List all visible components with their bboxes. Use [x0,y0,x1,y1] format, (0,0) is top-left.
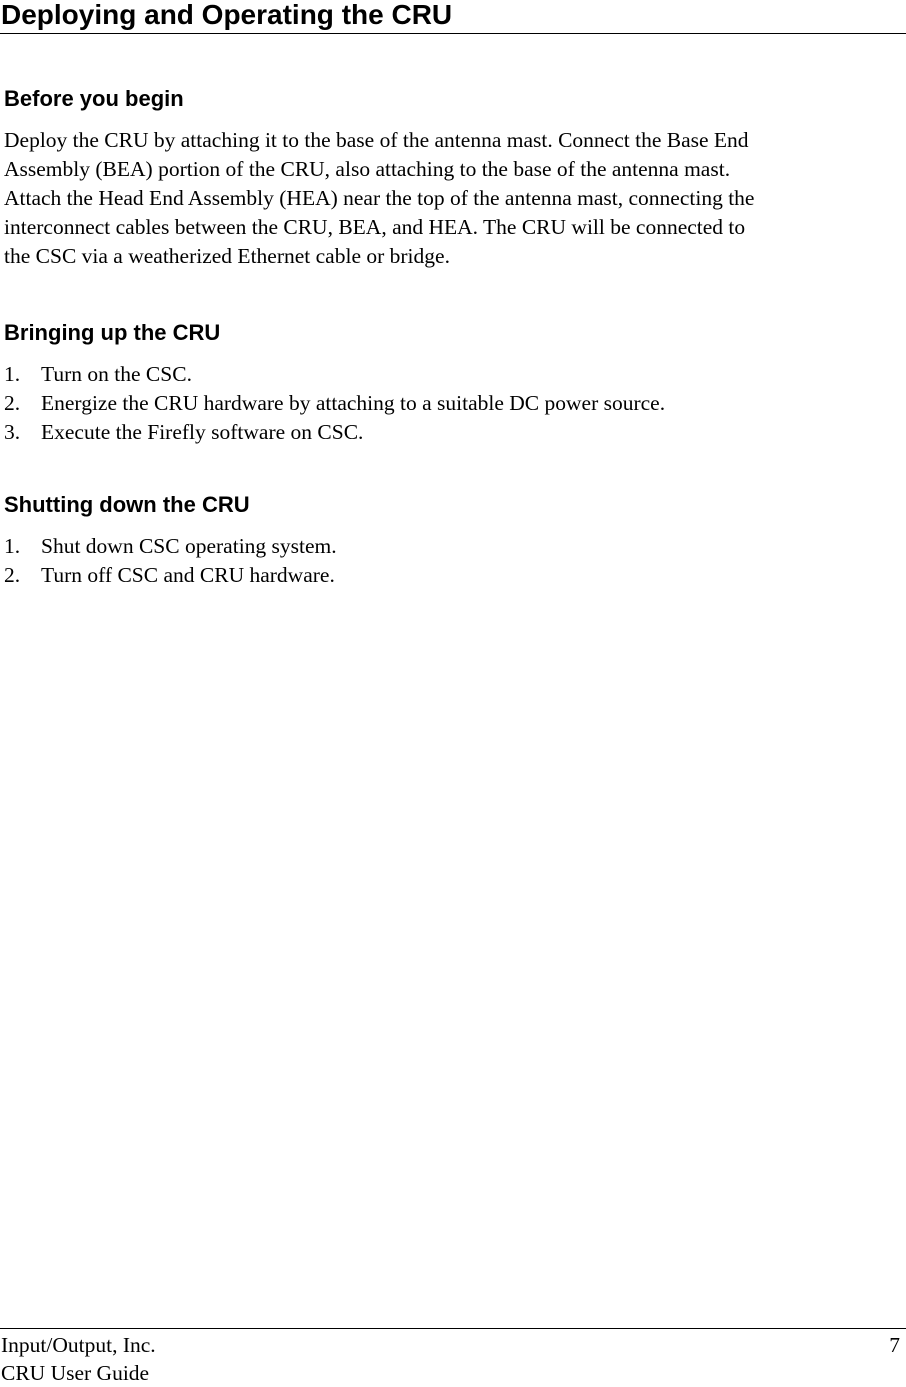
step-number: 2. [4,391,21,415]
paragraph-line: interconnect cables between the CRU, BEA, and HEA. The CRU will be connected to [4,215,746,239]
list-item [4,389,894,418]
list-item [4,561,894,590]
section-heading: Shutting down the CRU [4,492,250,517]
list-item [4,418,894,447]
step-text: Energize the CRU hardware by attaching to a suitable DC power source. [41,391,666,415]
step-number: 3. [4,420,21,444]
page-title: Deploying and Operating the CRU [0,0,906,34]
step-number: 1. [4,534,21,558]
footer-guide-title: CRU User Guide [1,1361,150,1385]
section-heading: Before you begin [4,86,184,111]
step-number: 1. [4,362,21,386]
section-before-you-begin [4,86,894,271]
list-item [4,532,894,561]
step-list [4,360,894,447]
section-shutting-down [4,492,894,590]
step-text: Turn on the CSC. [41,362,192,386]
paragraph-line: Assembly (BEA) portion of the CRU, also attaching to the base of the antenna mast. [4,157,731,181]
paragraph [4,126,894,271]
step-text: Shut down CSC operating system. [41,534,337,558]
paragraph-line: Attach the Head End Assembly (HEA) near the top of the antenna mast, connecting the [4,186,755,210]
paragraph-line: Deploy the CRU by attaching it to the base of the antenna mast. Connect the Base End [4,128,749,152]
list-item [4,360,894,389]
page-number: 7 [889,1333,900,1357]
step-text: Turn off CSC and CRU hardware. [41,563,335,587]
paragraph-line: the CSC via a weatherized Ethernet cable or bridge. [4,244,450,268]
section-heading: Bringing up the CRU [4,320,221,345]
page-footer [0,1328,906,1384]
footer-company: Input/Output, Inc. [1,1333,156,1357]
step-text: Execute the Firefly software on CSC. [41,420,364,444]
section-bringing-up [4,320,894,447]
step-list [4,532,894,590]
step-number: 2. [4,563,21,587]
